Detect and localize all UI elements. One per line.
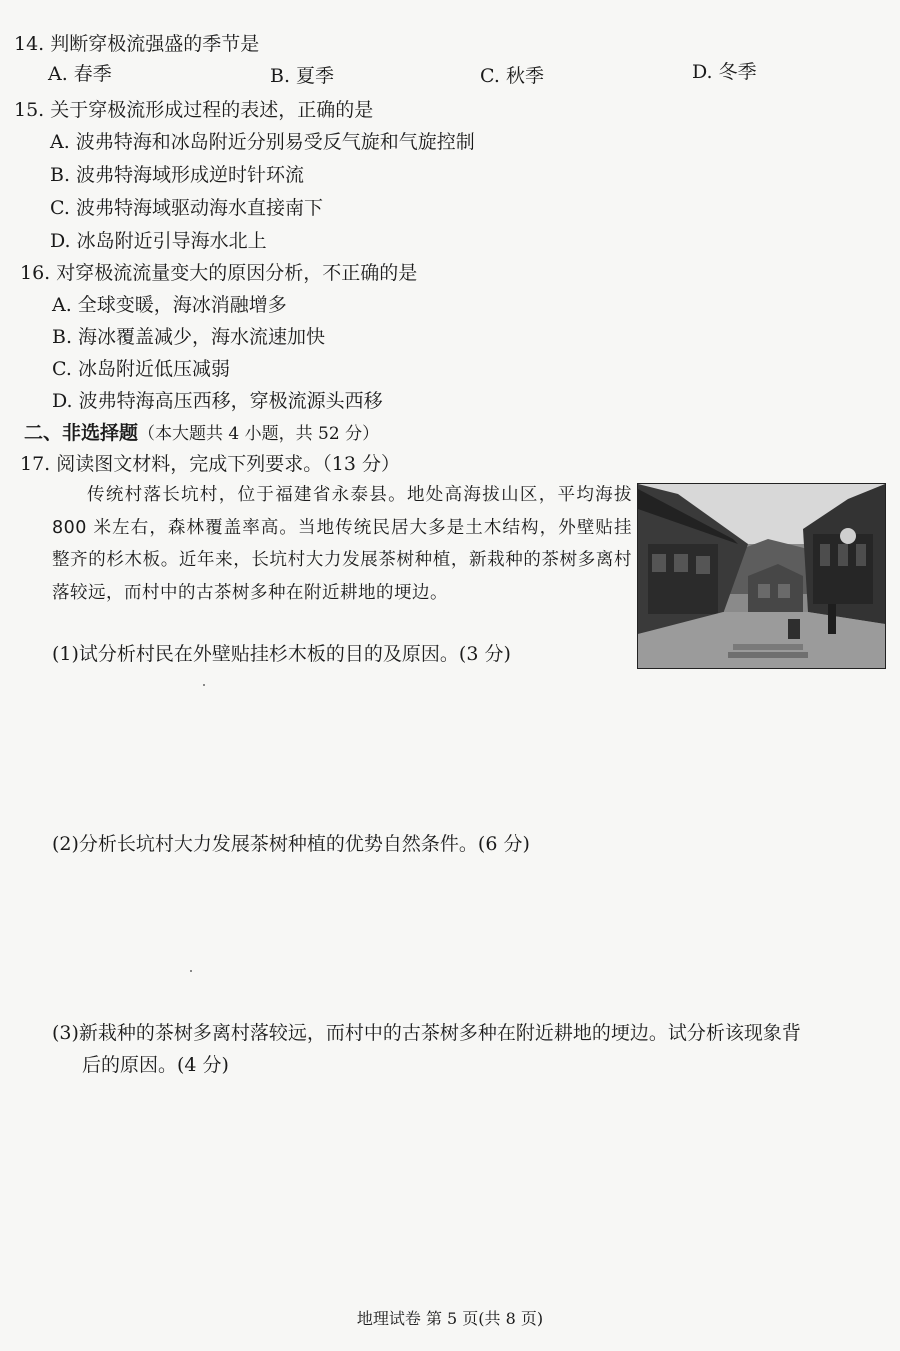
q14-option-c: C. 秋季 xyxy=(480,65,544,87)
section-2-heading xyxy=(24,421,379,446)
q16-option-a: A. 全球变暖，海冰消融增多 xyxy=(52,294,287,316)
q15-option-b: B. 波弗特海域形成逆时针环流 xyxy=(50,164,305,186)
q17-sub1: (1)试分析村民在外壁贴挂杉木板的目的及原因。(3 分) xyxy=(52,643,511,665)
q14-option-d: D. 冬季 xyxy=(692,61,757,83)
q16-option-b: B. 海冰覆盖减少，海水流速加快 xyxy=(52,326,326,348)
q17-stem: 17. 阅读图文材料，完成下列要求。（13 分） xyxy=(20,453,400,475)
page-footer: 地理试卷 第 5 页(共 8 页) xyxy=(356,1309,544,1328)
section-2-title: 二、非选择题 xyxy=(24,422,139,444)
q17-sub2: (2)分析长坑村大力发展茶树种植的优势自然条件。(6 分) xyxy=(52,833,530,855)
q14-option-a: A. 春季 xyxy=(48,63,112,85)
q16-stem: 16. 对穿极流流量变大的原因分析，不正确的是 xyxy=(20,262,418,284)
q15-option-d: D. 冰岛附近引导海水北上 xyxy=(50,230,267,252)
village-photo-image xyxy=(638,484,885,668)
q15-option-a: A. 波弗特海和冰岛附近分别易受反气旋和气旋控制 xyxy=(50,131,475,153)
q15-option-c: C. 波弗特海域驱动海水直接南下 xyxy=(50,197,323,219)
scan-speck xyxy=(190,970,192,972)
section-2-note: （本大题共 4 小题，共 52 分） xyxy=(138,424,380,444)
scan-speck xyxy=(203,684,205,686)
q17-material-text: 传统村落长坑村，位于福建省永泰县。地处高海拔山区，平均海拔 800 米左右，森林覆盖率高。当地传统民居大多是土木结构，外壁贴挂整齐的杉木板。近年来，长坑村大力发展茶树种植，新栽种的茶树多离村落较远，而村中的古茶树多种在附近耕地的埂边。 xyxy=(52,485,632,603)
q16-option-d: D. 波弗特海高压西移，穿极流源头西移 xyxy=(52,390,383,412)
q15-stem: 15. 关于穿极流形成过程的表述，正确的是 xyxy=(14,99,374,121)
village-photo xyxy=(637,483,886,669)
q17-sub3-line2: 后的原因。(4 分) xyxy=(82,1054,229,1076)
q16-option-c: C. 冰岛附近低压减弱 xyxy=(52,358,230,380)
q14-stem: 14. 判断穿极流强盛的季节是 xyxy=(14,33,260,55)
q17-sub3-line1: (3)新栽种的茶树多离村落较远，而村中的古茶树多种在附近耕地的埂边。试分析该现象背 xyxy=(52,1022,801,1044)
q14-option-b: B. 夏季 xyxy=(270,65,335,87)
